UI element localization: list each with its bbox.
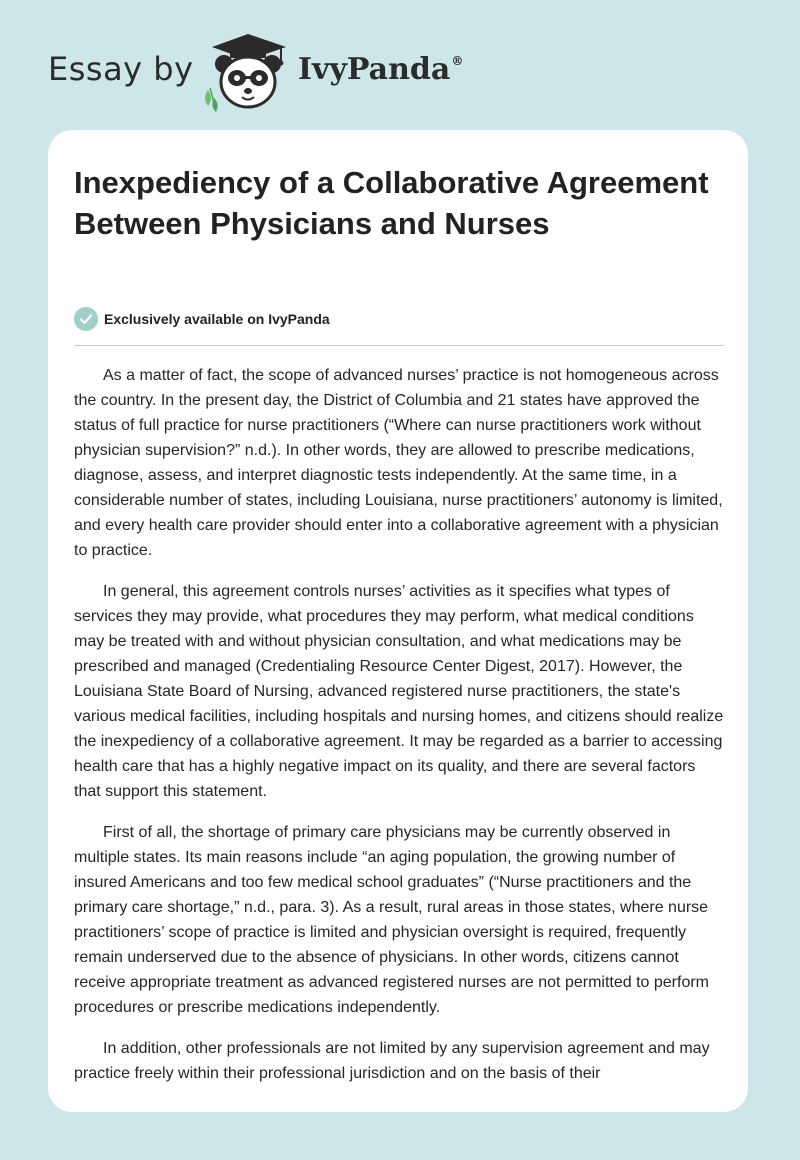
site-header	[48, 30, 748, 110]
brand-name-text: IvyPanda	[298, 52, 451, 87]
paragraph: In addition, other professionals are not limited by any supervision agreement and may practice freely within their professional jurisdiction and on the basis of their	[74, 1040, 710, 1082]
exclusive-badge-text: Exclusively available on IvyPanda	[104, 311, 330, 327]
paragraph: In general, this agreement controls nurses’ activities as it specifies what types of services they may provide, what procedures they may perform, what medical conditions may be treated with and without physician consultation, and what medications may be prescribed and managed (Credentialing Resource Center Digest, 2017). However, the Louisiana State Board of Nursing, advanced registered nurse practitioners, the state's various medical facilities, including hospitals and nursing homes, and citizens should realize the inexpediency of a collaborative agreement. It may be regarded as a barrier to accessing health care that has a highly negative impact on its quality, and there are several factors that support this statement.	[74, 583, 724, 800]
check-icon	[74, 307, 98, 331]
paragraph: First of all, the shortage of primary care physicians may be currently observed in multiple states. Its main reasons include “an aging population, the growing number of insured Americans and too few medical school graduates” (“Nurse practitioners and the primary care shortage,” n.d., para. 3). As a result, rural areas in those states, where nurse practitioners’ scope of practice is limited and physician oversight is required, frequently remain underserved due to the absence of physicians. In other words, citizens cannot receive appropriate treatment as advanced registered nurses are not permitted to perform procedures or prescribe medications independently.	[74, 824, 709, 1016]
exclusive-badge	[74, 306, 330, 332]
brand-name[interactable]	[298, 52, 463, 87]
essay-title: Inexpediency of a Collaborative Agreement Between Physicians and Nurses	[74, 165, 709, 241]
essay-body	[74, 363, 724, 1102]
paragraph: As a matter of fact, the scope of advanced nurses’ practice is not homogeneous across the country. In the present day, the District of Columbia and 21 states have approved the status of full practice for nurse practitioners (“Where can nurse practitioners work without physician supervision?” n.d.). In other words, they are allowed to prescribe medications, diagnose, assess, and interpret diagnostic tests independently. At the same time, in a considerable number of states, including Louisiana, nurse practitioners’ autonomy is limited, and every health care provider should enter into a collaborative agreement with a physician to practice.	[74, 367, 723, 559]
essay-card	[48, 130, 748, 1112]
registered-mark: ®	[451, 54, 464, 68]
panda-mascot-icon[interactable]	[200, 32, 292, 112]
essay-by-label: Essay by	[48, 50, 194, 88]
divider	[74, 345, 724, 346]
